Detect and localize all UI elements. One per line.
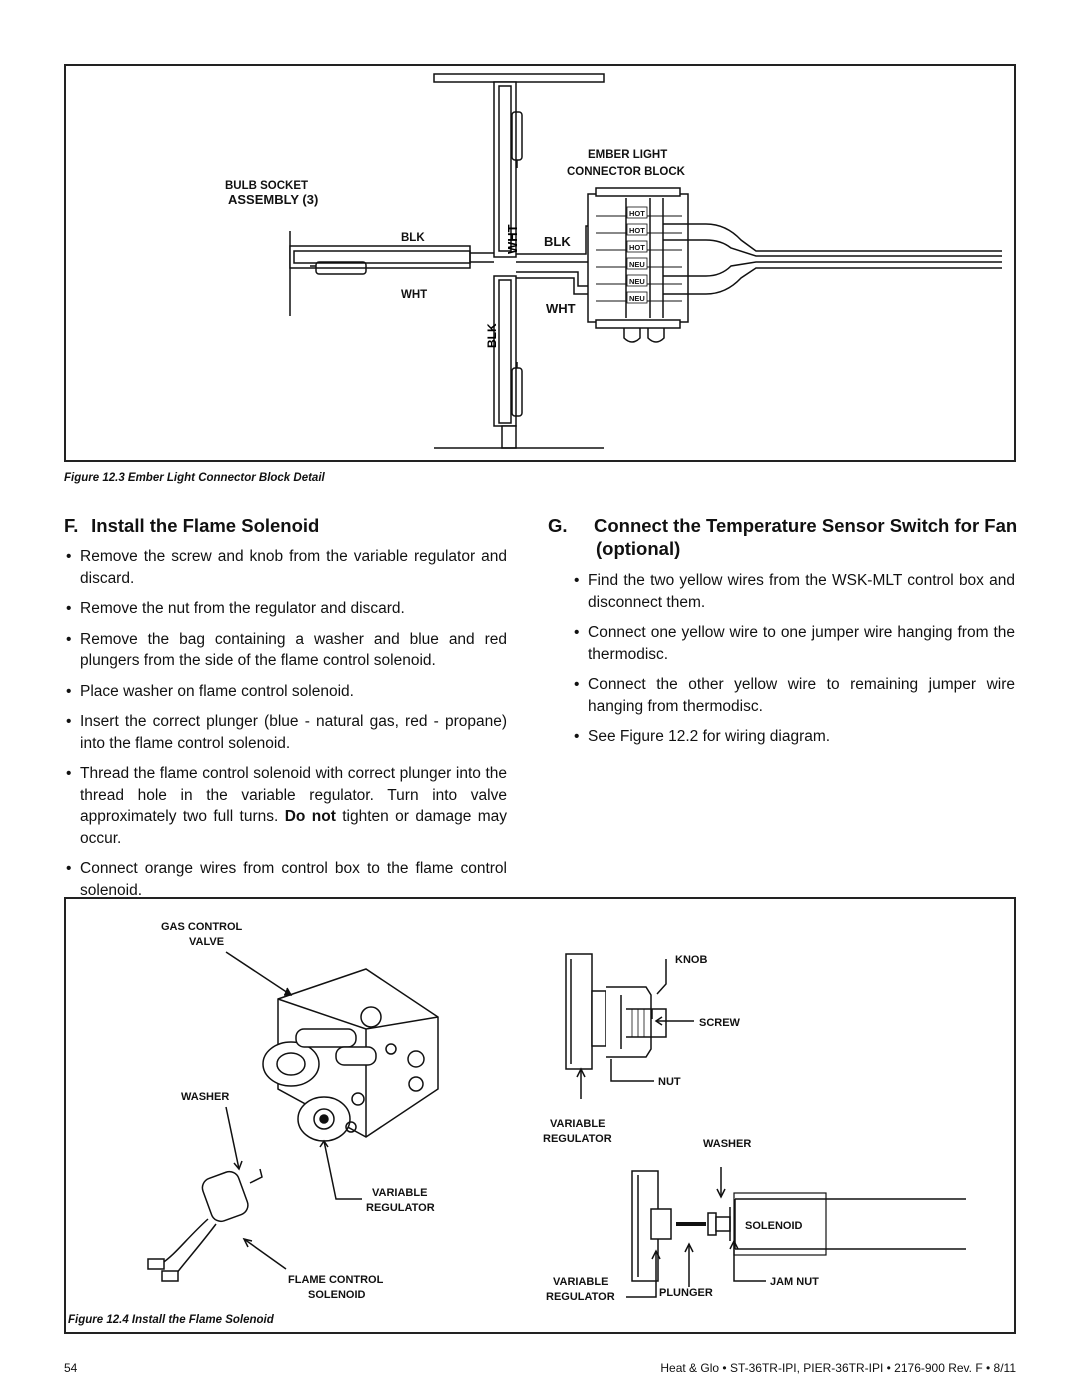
terminal-label-5: NEU	[629, 277, 645, 286]
washer-left-label: WASHER	[181, 1091, 230, 1103]
plunger-label: PLUNGER	[659, 1287, 713, 1299]
section-f-heading	[64, 514, 509, 537]
regulator-bottom-label: REGULATOR	[546, 1291, 615, 1303]
list-item: • See Figure 12.2 for wiring diagram.	[572, 726, 1015, 748]
wht-vertical-label: WHT	[505, 224, 520, 254]
terminal-label-4: NEU	[629, 260, 645, 269]
solenoid-left-label: SOLENOID	[308, 1289, 366, 1301]
flame-solenoid-diagram	[66, 899, 1014, 1332]
thread-text-after: tighten or damage may occur.	[80, 808, 507, 847]
jam-nut-label: JAM NUT	[770, 1276, 819, 1288]
list-item: • Place washer on flame control solenoid.	[64, 681, 507, 703]
section-g-title: Connect the Temperature Sensor Switch for Fan (optional)	[594, 515, 1018, 559]
list-item-thread	[64, 763, 507, 849]
regulator-top-label: REGULATOR	[543, 1133, 612, 1145]
assembly-label: ASSEMBLY (3)	[228, 192, 319, 207]
variable-mid-label: VARIABLE	[372, 1187, 428, 1199]
terminal-label-1: HOT	[629, 209, 645, 218]
valve-label: VALVE	[189, 936, 225, 948]
connector-block-label: CONNECTOR BLOCK	[567, 166, 685, 178]
list-item: • Insert the correct plunger (blue - natural gas, red - propane) into the flame control solenoid.	[64, 711, 507, 754]
regulator-mid-label: REGULATOR	[366, 1202, 435, 1214]
figure-12-4-caption: Figure 12.4 Install the Flame Solenoid	[68, 1314, 274, 1326]
section-g-heading	[548, 514, 1040, 560]
terminal-label-6: NEU	[629, 294, 645, 303]
section-f-bullets	[64, 546, 507, 910]
thread-text-before: Thread the flame control solenoid with correct plunger into the thread hole in the variable regulator. Turn into valve approximately two full turns.	[80, 765, 507, 825]
section-g-letter: G.	[548, 515, 568, 536]
screw-label: SCREW	[699, 1017, 740, 1029]
section-f-title: Install the Flame Solenoid	[91, 515, 320, 536]
figure-12-3-caption: Figure 12.3 Ember Light Connector Block Detail	[64, 472, 325, 484]
bulb-socket-label: BULB SOCKET	[225, 180, 309, 192]
gas-control-label: GAS CONTROL	[161, 921, 243, 933]
blk-vertical-label: BLK	[485, 323, 499, 348]
list-item: • Find the two yellow wires from the WSK-MLT control box and disconnect them.	[572, 570, 1015, 613]
ember-light-label: EMBER LIGHT	[588, 149, 668, 161]
figure-12-3-frame	[64, 64, 1016, 462]
blk-right-label: BLK	[544, 234, 571, 249]
solenoid-right-label: SOLENOID	[745, 1220, 803, 1232]
washer-right-label: WASHER	[703, 1138, 752, 1150]
wht-right-label: WHT	[546, 301, 576, 316]
variable-top-label: VARIABLE	[550, 1118, 606, 1130]
flame-control-label: FLAME CONTROL	[288, 1274, 384, 1286]
ember-light-wiring-diagram	[66, 66, 1014, 460]
list-item: • Remove the bag containing a washer and blue and red plungers from the side of the flame control solenoid.	[64, 629, 507, 672]
terminal-label-3: HOT	[629, 243, 645, 252]
nut-label: NUT	[658, 1076, 681, 1088]
variable-bottom-label: VARIABLE	[553, 1276, 609, 1288]
page-number: 54	[64, 1361, 78, 1375]
list-item: • Remove the nut from the regulator and discard.	[64, 598, 507, 620]
list-item: • Connect orange wires from control box to the flame control solenoid.	[64, 858, 507, 901]
do-not-emphasis: Do not	[284, 808, 336, 825]
list-item: • Remove the screw and knob from the variable regulator and discard.	[64, 546, 507, 589]
list-item: • Connect the other yellow wire to remaining jumper wire hanging from thermodisc.	[572, 674, 1015, 717]
footer-doc-info: Heat & Glo • ST-36TR-IPI, PIER-36TR-IPI • 2176-900 Rev. F • 8/11	[660, 1361, 1016, 1375]
figure-12-4-frame	[64, 897, 1016, 1334]
section-f-letter: F.	[64, 515, 79, 536]
wht-left-label: WHT	[401, 289, 428, 301]
blk-left-label: BLK	[401, 232, 425, 244]
knob-label: KNOB	[675, 954, 708, 966]
section-g-bullets	[572, 570, 1015, 757]
terminal-label-2: HOT	[629, 226, 645, 235]
list-item: • Connect one yellow wire to one jumper wire hanging from the thermodisc.	[572, 622, 1015, 665]
